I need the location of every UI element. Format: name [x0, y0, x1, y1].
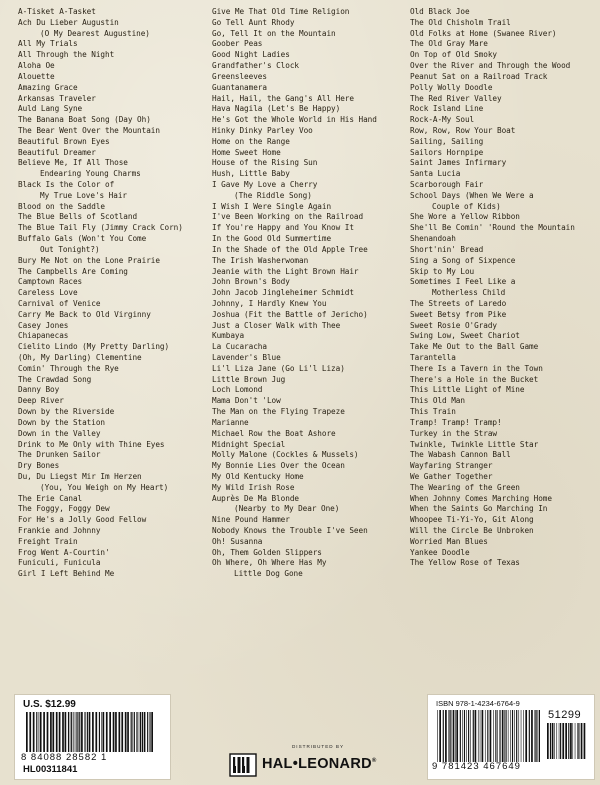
song-title: Arkansas Traveler	[18, 93, 96, 103]
barcode-bar	[460, 710, 461, 762]
barcode-bar	[475, 710, 477, 762]
barcode-bar	[565, 723, 567, 759]
song-title: Twinkle, Twinkle Little Star	[410, 439, 539, 449]
barcode-bar	[490, 710, 492, 762]
song-title: Freight Train	[18, 536, 78, 546]
song-title: Good Night Ladies	[212, 50, 290, 60]
song-title: The Irish Washerwoman	[212, 255, 309, 265]
song-title: The Wabash Cannon Ball	[410, 450, 511, 460]
barcode-bar	[119, 712, 121, 752]
song-title: Johnny, I Hardly Knew You	[212, 298, 327, 308]
barcode-bar	[79, 712, 80, 752]
song-title: In the Good Old Summertime	[212, 234, 332, 244]
song-title: Down by the Riverside	[18, 407, 115, 417]
barcode-bar	[62, 712, 64, 752]
song-title: Sometimes I Feel Like a	[410, 277, 516, 287]
song-title: There's a Hole in the Bucket	[410, 374, 539, 384]
barcode-bar	[437, 710, 438, 762]
barcode-bar	[550, 723, 551, 759]
song-title: The Blue Bells of Scotland	[18, 212, 138, 222]
barcode-bar	[559, 723, 560, 759]
song-title: Michael Row the Boat Ashore	[212, 428, 336, 438]
barcode-bar	[73, 712, 74, 752]
ean-barcode	[436, 710, 540, 762]
barcode-bar	[95, 712, 97, 752]
barcode-bar	[142, 712, 143, 752]
song-title: Dry Bones	[18, 461, 60, 471]
barcode-bar	[40, 712, 42, 752]
song-title: He's Got the Whole World in His Hand	[212, 115, 377, 125]
song-title: Careless Love	[18, 288, 78, 298]
song-title: School Days (When We Were a	[410, 190, 534, 200]
barcode-bar	[134, 712, 135, 752]
barcode-bar	[547, 723, 549, 759]
song-title: Camptown Races	[18, 277, 83, 287]
barcode-bar	[455, 710, 456, 762]
barcode-bar	[516, 710, 517, 762]
song-title: If You're Happy and You Know It	[212, 223, 354, 233]
song-title: This Old Man	[410, 396, 465, 406]
song-title: Old Black Joe	[410, 7, 470, 16]
song-title: Peanut Sat on a Railroad Track	[410, 71, 548, 81]
barcode-bar	[445, 710, 447, 762]
barcode-bar	[560, 723, 561, 759]
song-title: La Cucaracha	[212, 342, 267, 352]
song-title: Beautiful Brown Eyes	[18, 136, 110, 146]
song-title: Alouette	[18, 71, 55, 81]
song-title: The Banana Boat Song (Day Oh)	[18, 115, 151, 125]
song-title: Hush, Little Baby	[212, 169, 290, 179]
song-title: Greensleeves	[212, 71, 267, 81]
upc-barcode	[25, 712, 155, 752]
song-title: Turkey in the Straw	[410, 428, 497, 438]
song-title: Wayfaring Stranger	[410, 461, 493, 471]
song-title: Bury Me Not on the Lone Prairie	[18, 255, 160, 265]
song-title: A-Tisket A-Tasket	[18, 7, 96, 16]
isbn-number: ISBN 978-1-4234-6764-9	[436, 699, 520, 708]
song-title: Amazing Grace	[18, 82, 78, 92]
barcode-bar	[29, 712, 31, 752]
song-title: Take Me Out to the Ball Game	[410, 342, 539, 352]
barcode-bar	[521, 710, 522, 762]
song-title: The Crawdad Song	[18, 374, 92, 384]
song-title: Santa Lucia	[410, 169, 461, 179]
song-title: For He's a Jolly Good Fellow	[18, 515, 147, 525]
song-title: When Johnny Comes Marching Home	[410, 493, 552, 503]
song-title: I Wish I Were Single Again	[212, 201, 332, 211]
song-title: Nobody Knows the Trouble I've Seen	[212, 526, 368, 535]
barcode-bar	[149, 712, 150, 752]
song-title: Chiapanecas	[18, 331, 69, 341]
barcode-bar	[539, 710, 540, 762]
song-title: Down in the Valley	[18, 428, 101, 438]
song-title: Rock Island Line	[410, 104, 484, 114]
barcode-bar	[495, 710, 496, 762]
song-title: John Jacob Jingleheimer Schmidt	[212, 288, 354, 298]
barcode-bar	[502, 710, 504, 762]
song-title: My Old Kentucky Home	[212, 471, 304, 481]
song-title: My Bonnie Lies Over the Ocean	[212, 461, 345, 471]
song-title: Carnival of Venice	[18, 298, 101, 308]
song-list-column-1	[18, 7, 183, 580]
song-title: Deep River	[18, 396, 64, 406]
barcode-bar	[92, 712, 94, 752]
barcode-bar	[439, 710, 441, 762]
barcode-bar	[536, 710, 537, 762]
song-title: Cielito Lindo (My Pretty Darling)	[18, 342, 170, 352]
song-title: Carry Me Back to Old Virginny	[18, 309, 151, 319]
song-title: There Is a Tavern in the Town	[410, 363, 543, 373]
barcode-bar	[552, 723, 554, 759]
song-title: We Gather Together	[410, 471, 493, 481]
barcode-bar	[577, 723, 578, 759]
barcode-bar	[523, 710, 524, 762]
distributed-by-label: DISTRIBUTED BY	[291, 744, 345, 749]
price-supplement-number: 51299	[548, 709, 582, 721]
song-title: Tarantella	[410, 353, 456, 362]
song-title: The Blue Tail Fly (Jimmy Crack Corn)	[18, 223, 183, 233]
barcode-bar	[50, 712, 52, 752]
barcode-bar	[87, 712, 88, 752]
song-title: (Oh, My Darling) Clementine	[18, 353, 142, 362]
barcode-bar	[512, 710, 513, 762]
barcode-bar	[139, 712, 140, 752]
barcode-bar	[137, 712, 138, 752]
song-title: Joshua (Fit the Battle of Jericho)	[212, 309, 368, 319]
price-label: U.S. $12.99	[23, 699, 76, 710]
song-title: Nine Pound Hammer	[212, 515, 290, 525]
barcode-bar	[529, 710, 530, 762]
song-title: Mama Don't 'Low	[212, 396, 281, 406]
song-title: The Wearing of the Green	[410, 482, 520, 492]
barcode-bar	[470, 710, 471, 762]
barcode-bar	[499, 710, 500, 762]
barcode-bar	[113, 712, 115, 752]
song-title: Row, Row, Row Your Boat	[410, 125, 516, 135]
barcode-bar	[466, 710, 467, 762]
barcode-bar	[75, 712, 76, 752]
song-title: I Gave My Love a Cherry	[212, 180, 318, 189]
barcode-bar	[144, 712, 146, 752]
song-title: The Yellow Rose of Texas	[410, 558, 520, 568]
barcode-bar	[103, 712, 105, 752]
song-title: Drink to Me Only with Thine Eyes	[18, 439, 165, 449]
barcode-bar	[125, 712, 127, 752]
song-title: Home on the Range	[212, 136, 290, 146]
barcode-bar	[487, 710, 488, 762]
song-title: The Erie Canal	[18, 493, 83, 503]
song-title: Oh! Susanna	[212, 536, 263, 546]
song-title: Tramp! Tramp! Tramp!	[410, 417, 502, 427]
song-title: Shenandoah	[410, 234, 456, 244]
song-subtitle: Motherless Child	[432, 288, 506, 298]
song-title: Down by the Station	[18, 417, 105, 427]
barcode-bar	[77, 712, 78, 752]
barcode-bar	[572, 723, 573, 759]
upc-number: 8 84088 28582 1	[21, 752, 108, 763]
song-title: Home Sweet Home	[212, 147, 281, 157]
barcode-bar	[448, 710, 449, 762]
song-title: Sailing, Sailing	[410, 136, 484, 146]
barcode-bar	[556, 723, 557, 759]
supplement-barcode	[546, 723, 586, 759]
product-code: HL00311841	[23, 764, 78, 775]
song-title: My Wild Irish Rose	[212, 482, 295, 492]
barcode-bar	[493, 710, 494, 762]
song-title: Du, Du Liegst Mir Im Herzen	[18, 471, 142, 481]
song-title: Oh, Them Golden Slippers	[212, 547, 322, 557]
barcode-bar	[68, 712, 69, 752]
song-title: Over the River and Through the Wood	[410, 61, 571, 71]
barcode-bar	[147, 712, 148, 752]
song-title: This Little Light of Mine	[410, 385, 525, 395]
song-title: The Old Chisholm Trail	[410, 17, 511, 27]
song-title: Goober Peas	[212, 39, 263, 49]
song-title: In the Shade of the Old Apple Tree	[212, 244, 368, 254]
barcode-bar	[570, 723, 572, 759]
barcode-bar	[115, 712, 117, 752]
barcode-bar	[70, 712, 71, 752]
song-title: Rock-A-My Soul	[410, 115, 475, 125]
song-title: This Train	[410, 407, 456, 417]
song-title: Frankie and Johnny	[18, 526, 101, 535]
song-title: Hail, Hail, the Gang's All Here	[212, 93, 354, 103]
song-title: Yankee Doodle	[410, 547, 470, 557]
barcode-bar	[136, 712, 137, 752]
song-title: Go Tell Aunt Rhody	[212, 17, 295, 27]
barcode-bar	[504, 710, 505, 762]
song-title: Give Me That Old Time Religion	[212, 7, 350, 16]
song-title: Beautiful Dreamer	[18, 147, 96, 157]
song-title: Kumbaya	[212, 331, 245, 341]
song-subtitle: Couple of Kids)	[432, 201, 501, 211]
song-title: All My Trials	[18, 39, 78, 49]
song-title: Auld Lang Syne	[18, 104, 83, 114]
song-title: Li'l Liza Jane (Go Li'l Liza)	[212, 363, 345, 373]
barcode-bar	[71, 712, 72, 752]
barcode-bar	[485, 710, 486, 762]
barcode-bar	[65, 712, 67, 752]
song-title: Skip to My Lou	[410, 266, 475, 276]
barcode-bar	[464, 710, 465, 762]
song-subtitle: (Nearby to My Dear One)	[234, 504, 340, 514]
barcode-bar	[453, 710, 455, 762]
song-subtitle: Endearing Young Charms	[40, 169, 141, 179]
isbn-barcode-box	[427, 694, 595, 780]
barcode-bar	[43, 712, 45, 752]
barcode-bar	[127, 712, 129, 752]
song-title: Whoopee Ti-Yi-Yo, Git Along	[410, 515, 534, 525]
song-title: I've Been Working on the Railroad	[212, 212, 364, 222]
song-title: Auprès De Ma Blonde	[212, 493, 299, 503]
barcode-bar	[478, 710, 479, 762]
song-title: The Campbells Are Coming	[18, 266, 128, 276]
barcode-bar	[575, 723, 576, 759]
song-title: The Man on the Flying Trapeze	[212, 407, 345, 417]
song-subtitle: (The Riddle Song)	[234, 190, 312, 200]
song-title: House of the Rising Sun	[212, 158, 318, 168]
song-title: Sweet Betsy from Pike	[410, 309, 507, 319]
barcode-bar	[81, 712, 83, 752]
barcode-bar	[52, 712, 54, 752]
barcode-bar	[151, 712, 153, 752]
song-title: Just a Closer Walk with Thee	[212, 320, 341, 330]
barcode-bar	[450, 710, 451, 762]
ean-number: 9 781423 467649	[432, 761, 521, 772]
song-list-column-3	[410, 7, 575, 569]
song-title: Danny Boy	[18, 385, 60, 395]
barcode-bar	[531, 710, 533, 762]
song-title: Frog Went A-Courtin'	[18, 547, 110, 557]
song-title: Oh Where, Oh Where Has My	[212, 558, 327, 568]
barcode-bar	[56, 712, 58, 752]
barcode-bar	[33, 712, 35, 752]
barcode-bar	[443, 710, 444, 762]
song-title: Grandfather's Clock	[212, 61, 299, 71]
barcode-bar	[39, 712, 40, 752]
song-title: Black Is the Color of	[18, 180, 115, 189]
barcode-bar	[131, 712, 132, 752]
song-title: The Old Gray Mare	[410, 39, 488, 49]
barcode-bar	[584, 723, 586, 759]
song-title: Guantanamera	[212, 82, 267, 92]
barcode-bar	[554, 723, 555, 759]
song-title: The Red River Valley	[410, 93, 502, 103]
song-title: The Bear Went Over the Mountain	[18, 125, 160, 135]
barcode-bar	[109, 712, 111, 752]
barcode-bar	[535, 710, 536, 762]
song-title: Molly Malone (Cockles & Mussels)	[212, 450, 359, 460]
song-title: Comin' Through the Rye	[18, 363, 119, 373]
barcode-bar	[89, 712, 91, 752]
song-title: Sweet Rosie O'Grady	[410, 320, 497, 330]
barcode-bar	[510, 710, 511, 762]
song-title: Funiculi, Funicula	[18, 558, 101, 568]
song-title: Polly Wolly Doodle	[410, 82, 493, 92]
barcode-bar	[568, 723, 569, 759]
barcode-bar	[26, 712, 28, 752]
song-title: She Wore a Yellow Ribbon	[410, 212, 520, 222]
song-title: All Through the Night	[18, 50, 115, 60]
barcode-bar	[514, 710, 515, 762]
barcode-bar	[59, 712, 61, 752]
song-title: Short'nin' Bread	[410, 244, 484, 254]
barcode-bar	[106, 712, 108, 752]
song-title: Lavender's Blue	[212, 353, 281, 362]
song-title: Old Folks at Home (Swanee River)	[410, 28, 557, 38]
barcode-bar	[482, 710, 484, 762]
barcode-bar	[101, 712, 102, 752]
price-barcode-box	[14, 694, 171, 780]
barcode-bar	[132, 712, 133, 752]
song-title: She'll Be Comin' 'Round the Mountain	[410, 223, 575, 233]
song-title: Worried Man Blues	[410, 536, 488, 546]
barcode-bar	[462, 710, 463, 762]
publisher-name: HAL•LEONARD®	[262, 756, 377, 772]
song-title: The Streets of Laredo	[410, 298, 507, 308]
song-title: Girl I Left Behind Me	[18, 569, 115, 579]
song-subtitle: Out Tonight?)	[40, 244, 100, 254]
song-title: Saint James Infirmary	[410, 158, 507, 168]
song-title: Swing Low, Sweet Chariot	[410, 331, 520, 341]
song-title: Sing a Song of Sixpence	[410, 255, 516, 265]
song-title: When the Saints Go Marching In	[410, 504, 548, 514]
barcode-bar	[508, 710, 509, 762]
song-subtitle: (O My Dearest Augustine)	[40, 28, 150, 38]
song-title: Jeanie with the Light Brown Hair	[212, 266, 359, 276]
barcode-bar	[121, 712, 123, 752]
song-title: John Brown's Body	[212, 277, 290, 287]
barcode-bar	[76, 712, 77, 752]
song-subtitle: My True Love's Hair	[40, 190, 127, 200]
barcode-bar	[581, 723, 583, 759]
barcode-bar	[473, 710, 474, 762]
barcode-bar	[525, 710, 527, 762]
song-subtitle: (You, You Weigh on My Heart)	[40, 482, 169, 492]
song-title: Marianne	[212, 417, 249, 427]
song-title: Go, Tell It on the Mountain	[212, 28, 336, 38]
barcode-bar	[506, 710, 507, 762]
song-title: Sailors Hornpipe	[410, 147, 484, 157]
song-title: Scarborough Fair	[410, 180, 484, 189]
barcode-bar	[578, 723, 579, 759]
barcode-bar	[99, 712, 100, 752]
song-subtitle: Little Dog Gone	[234, 569, 303, 579]
barcode-bar	[84, 712, 85, 752]
barcode-bar	[562, 723, 564, 759]
barcode-bar	[36, 712, 37, 752]
song-title: On Top of Old Smoky	[410, 50, 497, 60]
barcode-bar	[480, 710, 481, 762]
barcode-bar	[518, 710, 519, 762]
song-title: Loch Lomond	[212, 385, 263, 395]
song-title: Midnight Special	[212, 439, 286, 449]
song-title: Hinky Dinky Parley Voo	[212, 125, 313, 135]
song-title: The Drunken Sailor	[18, 450, 101, 460]
song-title: Little Brown Jug	[212, 374, 286, 384]
song-title: Aloha Oe	[18, 61, 55, 71]
song-title: Blood on the Saddle	[18, 201, 105, 211]
song-title: Hava Nagila (Let's Be Happy)	[212, 104, 341, 114]
barcode-bar	[468, 710, 469, 762]
song-title: Will the Circle Be Unbroken	[410, 526, 534, 535]
song-title: Buffalo Gals (Won't You Come	[18, 234, 147, 244]
song-title: Ach Du Lieber Augustin	[18, 17, 119, 27]
barcode-bar	[140, 712, 141, 752]
barcode-bar	[47, 712, 49, 752]
barcode-bar	[497, 710, 498, 762]
song-title: Casey Jones	[18, 320, 69, 330]
song-title: The Foggy, Foggy Dew	[18, 504, 110, 514]
song-list-column-2	[212, 7, 377, 580]
song-title: Believe Me, If All Those	[18, 158, 128, 168]
barcode-bar	[456, 710, 458, 762]
